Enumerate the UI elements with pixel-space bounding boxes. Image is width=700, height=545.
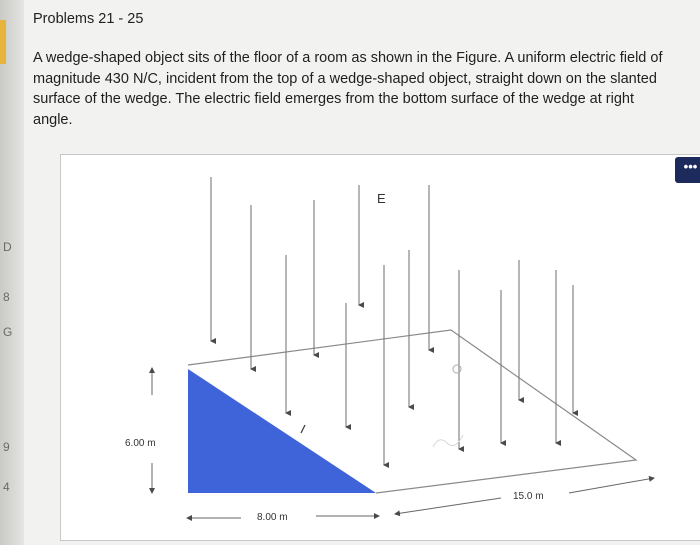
length-dim-left <box>395 498 501 514</box>
wedge-diagram <box>61 155 700 540</box>
left-edge-strip <box>0 0 24 545</box>
problem-statement: A wedge-shaped object sits of the floor of a room as shown in the Figure. A uniform electric field of magnitude 430 N/C, incident from the top of a wedge-shaped object, straight down on the slanted surface of the wedge. The electric field emerges from the bottom surface of the wedge at right angle. <box>33 50 663 128</box>
wedge-triangle <box>188 369 376 493</box>
wedge-figure <box>60 154 700 541</box>
problem-page <box>24 0 700 545</box>
tab-marker <box>0 20 6 64</box>
sketch-mark <box>301 425 305 433</box>
length-dim-right <box>569 478 654 493</box>
problems-heading: Problems 21 - 25 <box>33 11 144 27</box>
base-label: 8.00 m <box>257 512 288 523</box>
strip-glyph: G <box>3 325 13 339</box>
sketch-mark <box>453 365 461 373</box>
strip-glyph: 9 <box>3 440 10 454</box>
length-label: 15.0 m <box>513 491 544 502</box>
strip-glyph: D <box>3 240 12 254</box>
strip-glyph: 8 <box>3 290 10 304</box>
field-label: E <box>377 191 386 206</box>
more-options-button[interactable]: ••• <box>675 157 700 183</box>
height-label: 6.00 m <box>125 438 156 449</box>
strip-glyph: 4 <box>3 480 10 494</box>
